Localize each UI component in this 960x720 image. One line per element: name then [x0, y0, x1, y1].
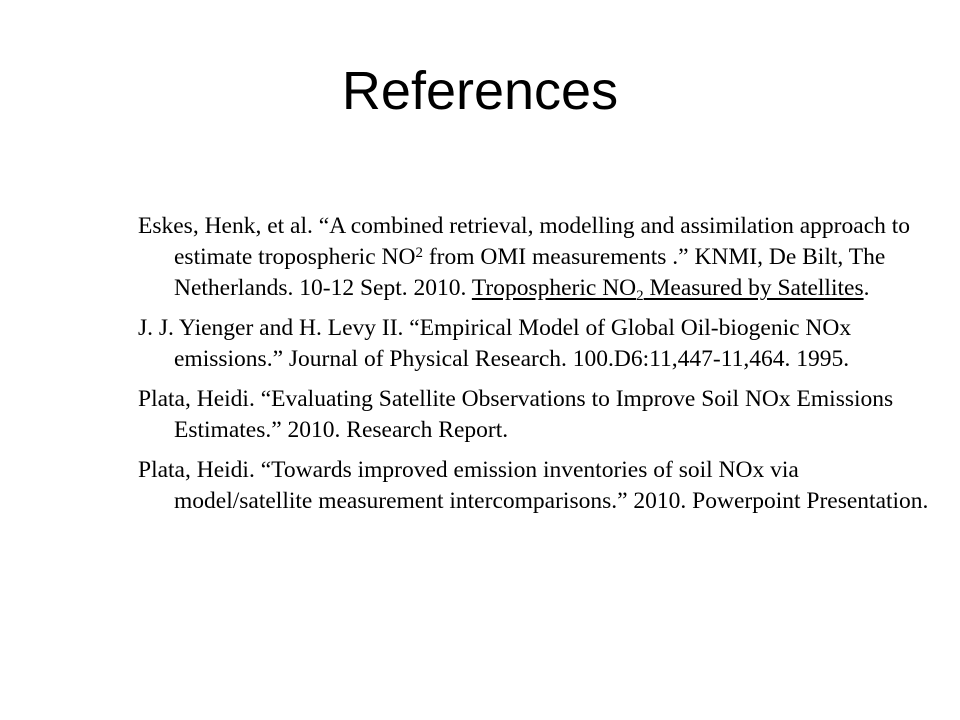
link-text: Measured by Satellites: [643, 275, 864, 301]
reference-title-link: [471, 275, 864, 304]
reference-item-plata-report: Plata, Heidi. “Evaluating Satellite Observations to Improve Soil NOx Emissions Estimates.” 2010. Research Report.: [138, 386, 894, 443]
reference-item-yienger: J. J. Yienger and H. Levy II. “Empirical Model of Global Oil-biogenic NOx emissions.” Journal of Physical Research. 100.D6:11,447-11,464. 1995.: [138, 315, 852, 372]
reference-item-plata-presentation: Plata, Heidi. “Towards improved emission inventories of soil NOx via model/satellite measurement intercomparisons.” 2010. Powerpoint Presentation.: [138, 457, 929, 514]
reference-text: from OMI measurements .” KNMI, De Bilt, The Netherlands. 10-12 Sept. 2010.: [174, 244, 886, 301]
slide-title: References: [341, 61, 619, 121]
reference-item-eskes: [138, 211, 938, 304]
superscript: 2: [415, 245, 423, 261]
reference-text: .: [863, 275, 870, 301]
reference-text: Eskes, Henk, et al. “A combined retrieval, modelling and assimilation approach to estimate tropospheric NO: [138, 213, 911, 270]
reference-list: [138, 211, 938, 526]
subscript: 2: [636, 288, 644, 304]
link-text: Tropospheric NO: [471, 275, 637, 301]
